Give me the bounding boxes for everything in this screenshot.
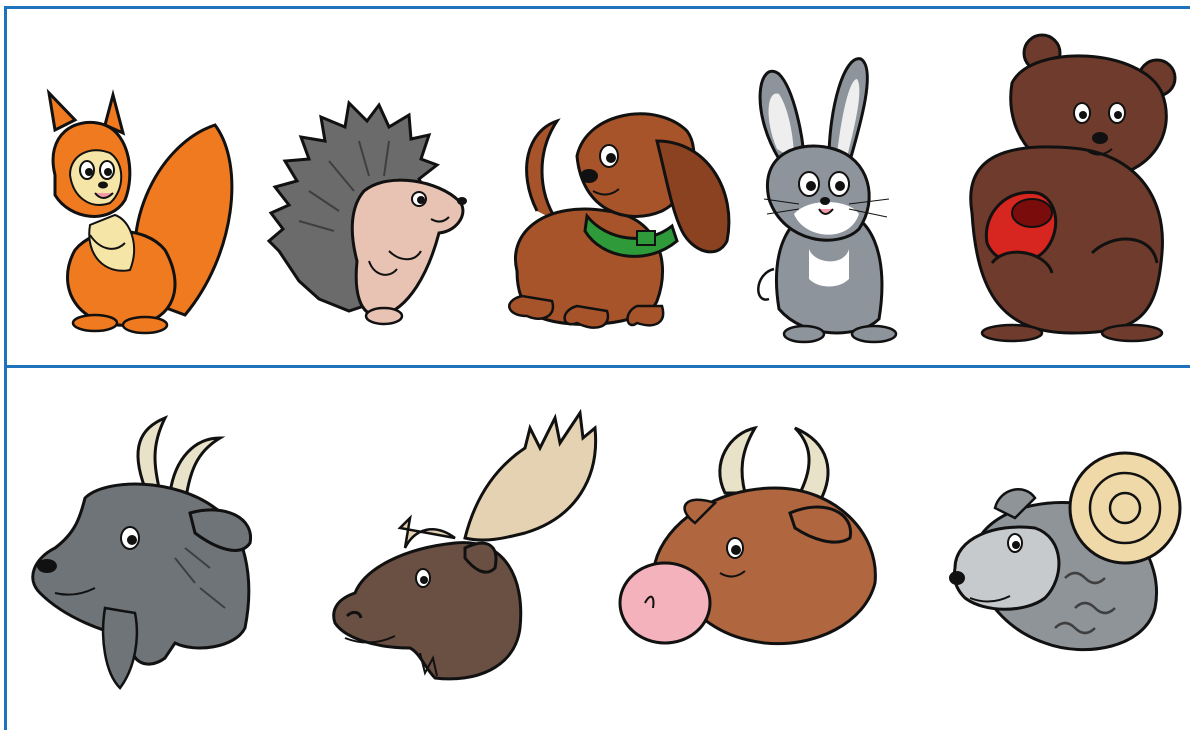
bull-illustration (615, 423, 895, 663)
hare-illustration (749, 49, 919, 349)
squirrel-illustration (35, 85, 235, 335)
forest-animals-panel (4, 6, 1190, 368)
dog-illustration (497, 101, 737, 341)
bear-illustration (952, 33, 1182, 343)
goat-illustration (25, 408, 265, 698)
ram-illustration (935, 428, 1185, 668)
hedgehog-illustration (269, 101, 469, 329)
moose-illustration (325, 408, 605, 698)
horned-animals-panel (4, 365, 1190, 730)
